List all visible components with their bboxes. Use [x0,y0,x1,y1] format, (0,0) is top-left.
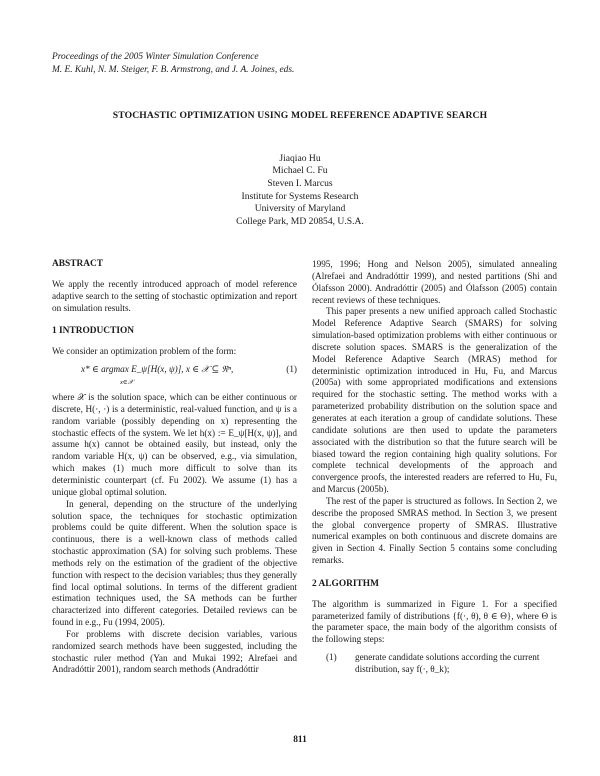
abstract-text: We apply the recently introduced approach of model reference adaptive search to the setting of stochastic optimization and report on simulation results. [52,278,297,313]
equation-1 [52,358,297,392]
header-editors: M. E. Kuhl, N. M. Steiger, F. B. Armstrong, and J. A. Joines, eds. [52,64,295,75]
affiliation [0,191,600,228]
intro-paragraph: In general, depending on the structure of the underlying solution space, the techniques for stochastic optimization problems could be quite different. When the solution space is continuous, there is a well-known class of methods called stochastic approximation (SA) for solving such problems. These methods rely on the estimation of the gradient of the objective function with respect to the decision variables; thus they generally find local optimal solutions. In terms of the different gradient estimation techniques used, the SA methods can be further characterized into different categories. Detailed reviews can be found in e.g., Fu (1994, 2005). [52,498,297,628]
right-column [312,259,557,676]
affiliation-line: University of Maryland [254,203,346,215]
page-number: 811 [293,735,307,745]
intro-paragraph: The rest of the paper is structured as follows. In Section 2, we describe the proposed SMRAS method. In Section 3, we present the global convergence property of SMRAS. Illustrative numerical examples on both continuous and discrete domains are given in Section 4. Finally Section 5 contains some concluding remarks. [312,495,557,566]
intro-paragraph: This paper presents a new unified approach called Stochastic Model Reference Adaptive Search (SMARS) for solving simulation-based optimization problems with either continuous or discrete solution spaces. SMARS is the generalization of the Model Reference Adaptive Search (MRAS) method for deterministic optimization introduced in Hu, Fu, and Marcus (2005a) with some appropriated modifications and extensions required for the stochastic setting. The method works with a parameterized probability distribution on the solution space and generates at each iteration a group of candidate solutions. These candidate solutions are then used to update the parameters associated with the distribution so that the future search will be biased toward the region containing high quality solutions. For complete technical developments of the approach and convergence proofs, the interested readers are referred to Hu, Fu, and Marcus (2005b). [312,306,557,495]
author-name: Steven I. Marcus [267,177,333,189]
affiliation-line: College Park, MD 20854, U.S.A. [236,215,364,227]
proceedings-header [52,51,294,76]
header-conference: Proceedings of the 2005 Winter Simulation Conference [52,52,259,62]
step-number: (1) [326,652,337,663]
step-text: generate candidate solutions according the current distribution, say f(·, θ_k); [355,652,540,674]
paper-title: STOCHASTIC OPTIMIZATION USING MODEL REFERENCE ADAPTIVE SEARCH [112,110,488,121]
equation-body: x* ∈ argmax E_ψ[H(x, ψ)], x ∈ 𝒳 ⊆ ℜⁿ, [81,364,234,375]
intro-paragraph: where 𝒳 is the solution space, which can be either continuous or discrete, H(·, ·) is a deterministic, real-valued function, and ψ is a random variable (possibly depending on x) representing the stochastic effects of the system. We let h(x) := E_ψ[H(x, ψ)], and assume h(x) cannot be obtained easily, but instead, only the random variable H(x, ψ) can be observed, e.g., via simulation, which makes (1) much more difficult to solve than its deterministic counterpart (cf. Fu 2002). We assume (1) has a unique global optimal solution. [52,392,297,497]
introduction-heading: 1 INTRODUCTION [52,326,135,337]
abstract-heading: ABSTRACT [52,259,104,269]
affiliation-line: Institute for Systems Research [241,191,359,202]
intro-paragraph: For problems with discrete decision variables, various randomized search methods have been suggested, including the stochastic ruler method (Yan and Mukai 1992; Alrefaei and Andradóttir 2001), random search methods (Andradóttir [52,628,297,675]
algorithm-heading: 2 ALGORITHM [312,578,379,589]
equation-number: (1) [286,364,297,375]
author-name: Jiaqiao Hu [279,153,321,164]
intro-paragraph: We consider an optimization problem of the form: [52,346,237,357]
algorithm-step [312,652,557,676]
author-list [0,153,600,190]
equation-subscript: x∈𝒳 [120,379,134,387]
intro-paragraph-continued: 1995, 1996; Hong and Nelson 2005), simulated annealing (Alrefaei and Andradóttir 1999), and nested partitions (Shi and Ólafsson 2000). Andradóttir (2005) and Ólafsson (2005) contain recent reviews of these techniques. [312,259,557,305]
left-column [52,259,297,676]
author-name: Michael C. Fu [272,165,328,177]
algorithm-paragraph: The algorithm is summarized in Figure 1. For a specified parameterized family of distributions {f(·, θ), θ ∈ Θ}, where Θ is the parameter space, the main body of the algorithm consists of the following steps: [312,598,557,645]
